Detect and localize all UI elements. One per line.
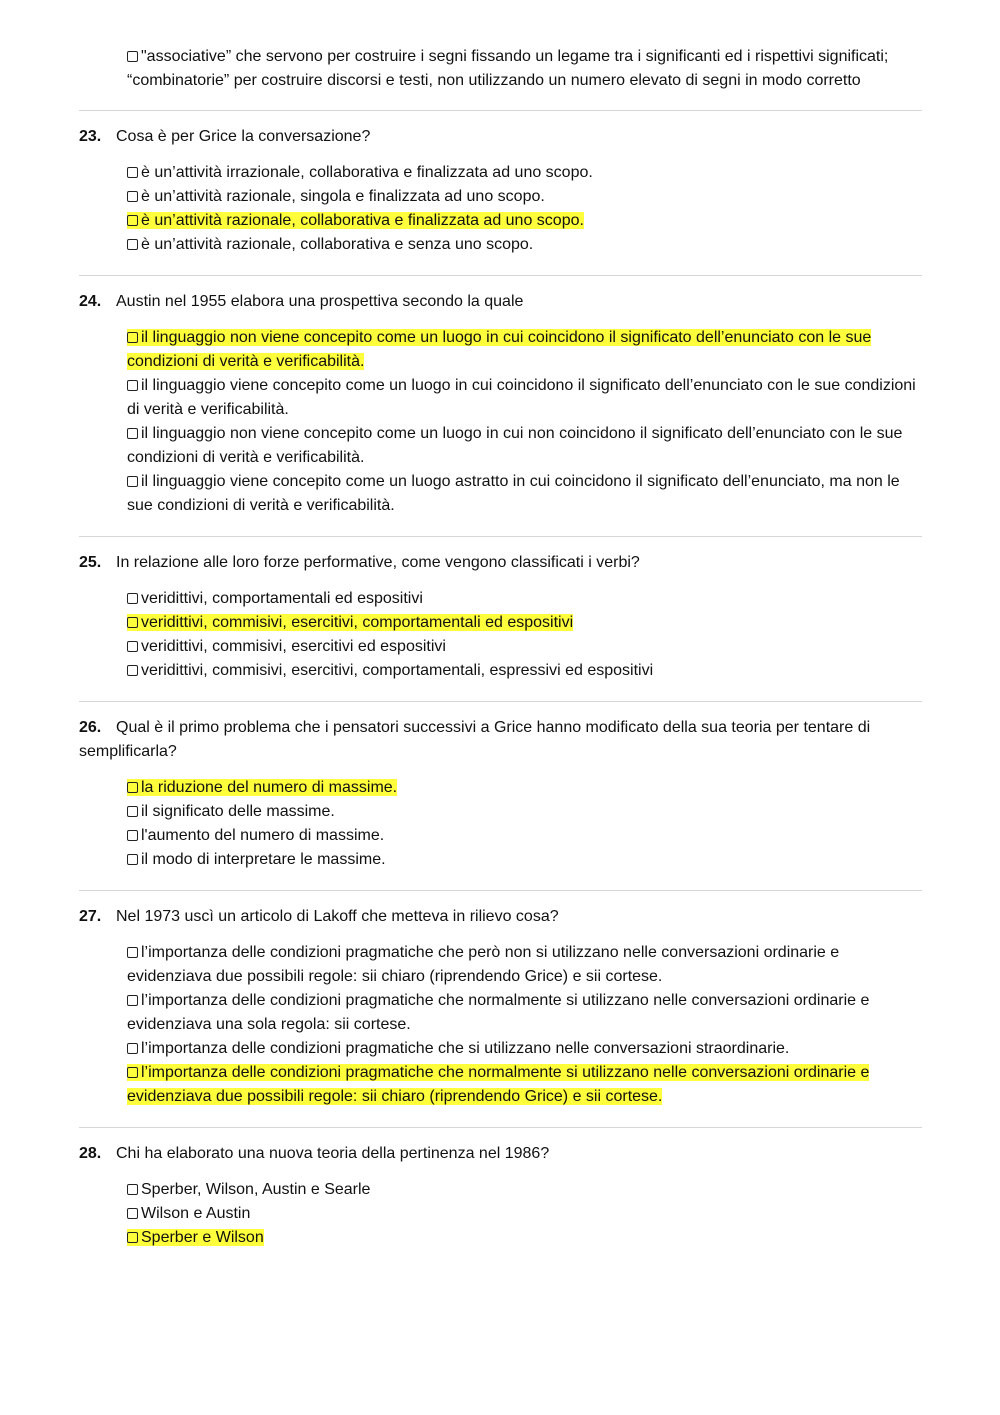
question-text: Nel 1973 uscì un articolo di Lakoff che metteva in rilievo cosa?: [116, 908, 559, 925]
answer-option-text: l’importanza delle condizioni pragmatiche che si utilizzano nelle conversazioni straordinarie.: [141, 1040, 790, 1057]
option-list: [127, 587, 922, 683]
answer-option[interactable]: [127, 824, 922, 848]
checkbox-icon: [127, 782, 138, 793]
answer-option[interactable]: [127, 1037, 922, 1061]
question-number: 28.: [79, 1145, 102, 1162]
answer-option[interactable]: [127, 989, 922, 1037]
answer-option-text: la riduzione del numero di massime.: [141, 779, 398, 796]
question-text: Chi ha elaborato una nuova teoria della pertinenza nel 1986?: [116, 1145, 550, 1162]
answer-option-correct[interactable]: [127, 611, 922, 635]
answer-option-correct[interactable]: [127, 776, 922, 800]
checkbox-icon: [127, 215, 138, 226]
answer-option-correct[interactable]: [127, 326, 922, 374]
answer-option-text: il significato delle massime.: [141, 803, 335, 820]
question-28: [79, 1142, 922, 1166]
checkbox-icon: [127, 830, 138, 841]
question-separator: [79, 536, 922, 537]
question-24: [79, 290, 922, 314]
answer-option[interactable]: [127, 941, 922, 989]
question-text: Qual è il primo problema che i pensatori successivi a Grice hanno modificato della sua teoria per tentare di semplificarla?: [79, 719, 871, 760]
answer-option-text: l’importanza delle condizioni pragmatiche che normalmente si utilizzano nelle conversazioni ordinarie e evidenziava una sola regola: sii cortese.: [127, 992, 870, 1033]
answer-option-text: il modo di interpretare le massime.: [141, 851, 386, 868]
answer-highlight: [127, 329, 871, 370]
answer-option-text: il linguaggio viene concepito come un luogo in cui coincidono il significato dell’enunciato con le sue condizioni di verità e verificabilità.: [127, 377, 916, 418]
answer-option-text: Sperber e Wilson: [141, 1229, 264, 1246]
answer-option-text: è un’attività razionale, collaborativa e finalizzata ad uno scopo.: [141, 212, 584, 229]
question-text: In relazione alle loro forze performative, come vengono classificati i verbi?: [116, 554, 640, 571]
answer-option-text: l’importanza delle condizioni pragmatiche che normalmente si utilizzano nelle conversazioni ordinarie e evidenziava due possibili regole: sii chiaro (riprendendo Grice) e sii cortese.: [127, 1064, 870, 1105]
checkbox-icon: [127, 617, 138, 628]
checkbox-icon: [127, 593, 138, 604]
answer-highlight: [127, 1229, 264, 1246]
answer-option-correct[interactable]: [127, 1061, 922, 1109]
question-separator: [79, 701, 922, 702]
question-25: [79, 551, 922, 575]
checkbox-icon: [127, 665, 138, 676]
question-27: [79, 905, 922, 929]
answer-option[interactable]: [127, 161, 922, 185]
option-list: [127, 941, 922, 1109]
option-list: [127, 326, 922, 518]
answer-highlight: [127, 614, 573, 631]
answer-option-text: Wilson e Austin: [141, 1205, 251, 1222]
answer-option[interactable]: [127, 233, 922, 257]
checkbox-icon: [127, 947, 138, 958]
answer-highlight: [127, 779, 397, 796]
answer-option[interactable]: [127, 635, 922, 659]
question-separator: [79, 1127, 922, 1128]
answer-option-text: l’importanza delle condizioni pragmatiche che però non si utilizzano nelle conversazioni ordinarie e evidenziava due possibili regole: sii chiaro (riprendendo Grice) e sii cortese.: [127, 944, 840, 985]
answer-option[interactable]: [127, 848, 922, 872]
answer-option[interactable]: [127, 45, 922, 93]
checkbox-icon: [127, 1184, 138, 1195]
answer-option-text: è un’attività razionale, collaborativa e senza uno scopo.: [141, 236, 534, 253]
answer-option[interactable]: [127, 800, 922, 824]
answer-option-text: veridittivi, commisivi, esercitivi ed espositivi: [141, 638, 446, 655]
question-number: 24.: [79, 293, 102, 310]
answer-option-text: veridittivi, comportamentali ed espositivi: [141, 590, 423, 607]
answer-option[interactable]: [127, 470, 922, 518]
checkbox-icon: [127, 380, 138, 391]
checkbox-icon: [127, 1208, 138, 1219]
answer-highlight: [127, 212, 584, 229]
question-number: 26.: [79, 719, 102, 736]
answer-option[interactable]: [127, 587, 922, 611]
checkbox-icon: [127, 1043, 138, 1054]
answer-option[interactable]: [127, 374, 922, 422]
answer-option[interactable]: [127, 422, 922, 470]
question-separator: [79, 890, 922, 891]
question-separator: [79, 110, 922, 111]
checkbox-icon: [127, 51, 138, 62]
question-26: [79, 716, 922, 764]
answer-option[interactable]: [127, 659, 922, 683]
answer-highlight: [127, 1064, 869, 1105]
answer-option-text: l'aumento del numero di massime.: [141, 827, 385, 844]
answer-option-correct[interactable]: [127, 209, 922, 233]
checkbox-icon: [127, 191, 138, 202]
checkbox-icon: [127, 995, 138, 1006]
question-text: Cosa è per Grice la conversazione?: [116, 128, 371, 145]
answer-option-text: il linguaggio viene concepito come un luogo astratto in cui coincidono il significato dell’enunciato, ma non le sue condizioni di verità e verificabilità.: [127, 473, 900, 514]
answer-option-text: veridittivi, commisivi, esercitivi, comportamentali, espressivi ed espositivi: [141, 662, 654, 679]
question-23: [79, 125, 922, 149]
question-number: 23.: [79, 128, 102, 145]
answer-option-text: è un’attività razionale, singola e finalizzata ad uno scopo.: [141, 188, 545, 205]
checkbox-icon: [127, 1232, 138, 1243]
question-separator: [79, 275, 922, 276]
answer-option[interactable]: [127, 1178, 922, 1202]
option-list: [127, 161, 922, 257]
option-list: [127, 1178, 922, 1250]
checkbox-icon: [127, 854, 138, 865]
answer-option[interactable]: [127, 185, 922, 209]
checkbox-icon: [127, 476, 138, 487]
checkbox-icon: [127, 641, 138, 652]
answer-option-text: il linguaggio non viene concepito come un luogo in cui non coincidono il significato dell’enunciato con le sue condizioni di verità e verificabilità.: [127, 425, 903, 466]
checkbox-icon: [127, 239, 138, 250]
answer-option-text: il linguaggio non viene concepito come un luogo in cui coincidono il significato dell’enunciato con le sue condizioni di verità e verificabilità.: [127, 329, 872, 370]
answer-option-text: Sperber, Wilson, Austin e Searle: [141, 1181, 371, 1198]
checkbox-icon: [127, 806, 138, 817]
checkbox-icon: [127, 428, 138, 439]
question-text: Austin nel 1955 elabora una prospettiva secondo la quale: [116, 293, 524, 310]
option-list-continued: [127, 45, 922, 93]
checkbox-icon: [127, 1067, 138, 1078]
answer-option-correct[interactable]: [127, 1226, 922, 1250]
question-number: 25.: [79, 554, 102, 571]
question-number: 27.: [79, 908, 102, 925]
answer-option-text: è un’attività irrazionale, collaborativa e finalizzata ad uno scopo.: [141, 164, 593, 181]
option-list: [127, 776, 922, 872]
answer-option-text: veridittivi, commisivi, esercitivi, comportamentali ed espositivi: [141, 614, 574, 631]
checkbox-icon: [127, 167, 138, 178]
answer-option[interactable]: [127, 1202, 922, 1226]
answer-option-text: "associative” che servono per costruire i segni fissando un legame tra i significanti ed i rispettivi significati; “combinatorie” per costruire discorsi e testi, non utilizzando un numero elevato di segni in modo corretto: [127, 48, 889, 89]
checkbox-icon: [127, 332, 138, 343]
